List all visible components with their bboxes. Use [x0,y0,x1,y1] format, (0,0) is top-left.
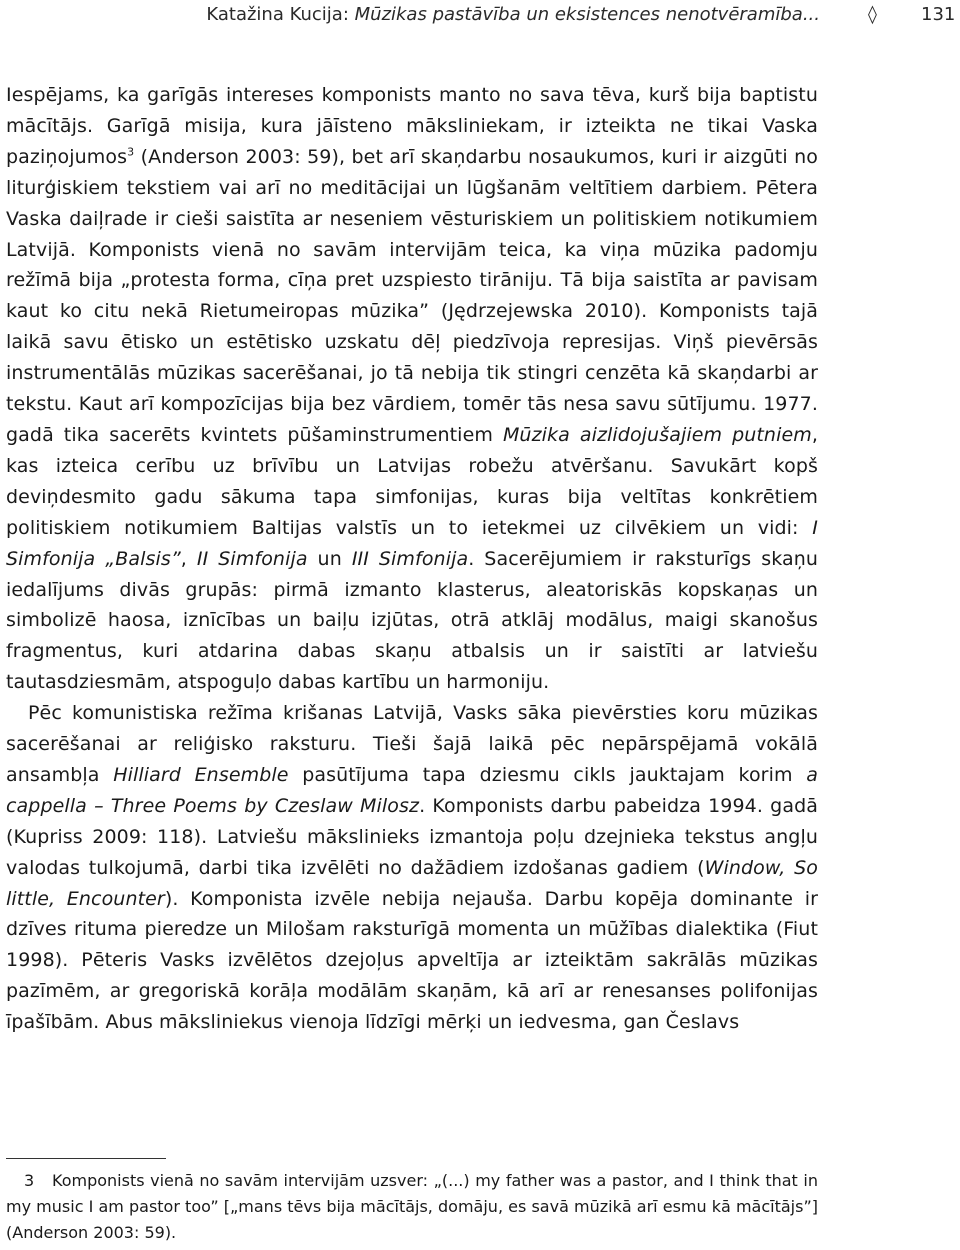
p2-text-3: . Komponists darbu pabeidza 1994. gadā (Kupriss 2009: 118). Latviešu mākslinieks izmantoja poļu dzejnieka tekstus angļu valodas tulkojumā, darbi tika izvēlēti no dažādiem izdošanas gadiem ( [6,794,818,879]
p1-italic-2: I Simfonija „Balsis” [6,516,818,570]
p1-text-4: , [180,547,197,570]
footnote-divider [6,1158,166,1159]
p2-text-1: Pēc komunistiska režīma krišanas Latvijā, Vasks sāka pievērsties koru mūzikas sacerēšanai ar reliģisko raksturu. Tieši šajā laikā pēc nepārspējamā vokālā ansambļa [6,702,818,786]
p1-italic-1: Mūzika aizlidojušajiem putniem [502,423,812,446]
p2-italic-3: Window, So little, Encounter [6,856,818,910]
p1-italic-3: II Simfonija [196,547,308,570]
footnote-ref: 3 [127,145,135,159]
header-author-title [206,2,820,28]
paragraph-1 [6,80,818,698]
p2-italic-2: a cappella – Three Poems by Czeslaw Milosz [6,763,818,817]
p1-text-3: , kas izteica cerību uz brīvību un Latvijas robežu atvēršanu. Savukārt kopš deviņdesmito gadu sākuma tapa simfonijas, kuras bija veltītas konkrētiem politiskiem notikumiem Baltijas valstīs un to ietekmei uz cilvēkiem un vidi: [6,423,818,539]
p1-italic-4: III Simfonija [351,547,469,570]
p1-text-6: . Sacerējumiem ir raksturīgs skaņu iedalījums divās grupās: pirmā izmanto klasterus, aleatoriskās kopskaņas un simbolizē haosa, iznīcības un baiļu izjūtas, otrā atklāj modālus, maigi skanošus fragmentus, kuri atdarina dabas skaņu atbalsis un ir saistīti ar latviešu tautasdziesmām, atspoguļo dabas kartību un harmoniju. [6,547,819,694]
footnote-number: 3 [24,1171,35,1190]
p1-text-5: un [307,547,352,570]
header-author: Katažina Kucija: [206,4,355,25]
running-header [0,2,960,28]
paragraph-2 [6,698,818,1038]
page-number: 131 [921,4,956,25]
header-title: Mūzikas pastāvība un eksistences nenotvēramība... [354,4,820,25]
p2-text-4: ). Komponista izvēle nebija nejauša. Darbu kopēja dominante ir dzīves ritumа pieredze un Milošam raksturīgā momenta un mūžības dialektika (Fiut 1998). Pēteris Vasks izvēlētos dzejoļus apveltīja ar izteiktām sakrālās mūzikas pazīmēm, ar gregoriskā korāļa modālām skaņām, kā arī ar renesanses polifonijas īpašībām. Abus māksliniekus vienoja līdzīgi mērķi un iedvesma, gan Česlavs [6,887,818,1034]
main-text [6,80,818,1038]
footnote [6,1168,818,1246]
footnote-text: Komponists vienā no savām intervijām uzsver: „(...) my father was a pastor, and I think that in my music I am pastor too” [„mans tēvs bija mācītājs, domāju, es savā mūzikā arī esmu kā mācītājs”] (Anderson 2003: 59). [6,1171,818,1242]
p2-text-2: pasūtījuma tapa dziesmu cikls jauktajam korim [288,763,807,786]
p1-text-2: (Anderson 2003: 59), bet arī skaņdarbu nosaukumos, kuri ir aizgūti no liturģiskiem tekstiem vai arī no meditācijai un lūgšanām veltītiem darbiem. Pētera Vaska daiļrade ir cieši saistīta ar neseniem vēsturiskiem un politiskiem notikumiem Latvijā. Komponists vienā no savām intervijām teica, ka viņa mūzika padomju režīmā bija „protesta forma, cīņa pret uzspiesto tirāniju. Tā bija saistīta ar pavisam kaut ko citu nekā Rietumeiropas mūzika” (Jędrzejewska 2010). Komponists tajā laikā savu ētisko un estētisko uzskatu dēļ piedzīvoja represijas. Viņš pievērsās instrumentālās mūzikas sacerēšanai, jo tā nebija tik stingri cenzēta kā skaņdarbi ar tekstu. Kaut arī kompozīcijas bija bez vārdiem, tomēr tās nesa savu sūtījumu. 1977. gadā tika sacerēts kvintets pūšaminstrumentiem [6,145,818,446]
diamond-icon: ◊ [868,4,877,25]
p1-text-1: Iespējams, ka garīgās intereses komponists manto no sava tēva, kurš bija baptistu mācītājs. Garīgā misija, kura jāīsteno māksliniekam, ir izteikta ne tikai Vaska paziņojumos [6,84,818,168]
p2-italic-1: Hilliard Ensemble [113,763,289,786]
